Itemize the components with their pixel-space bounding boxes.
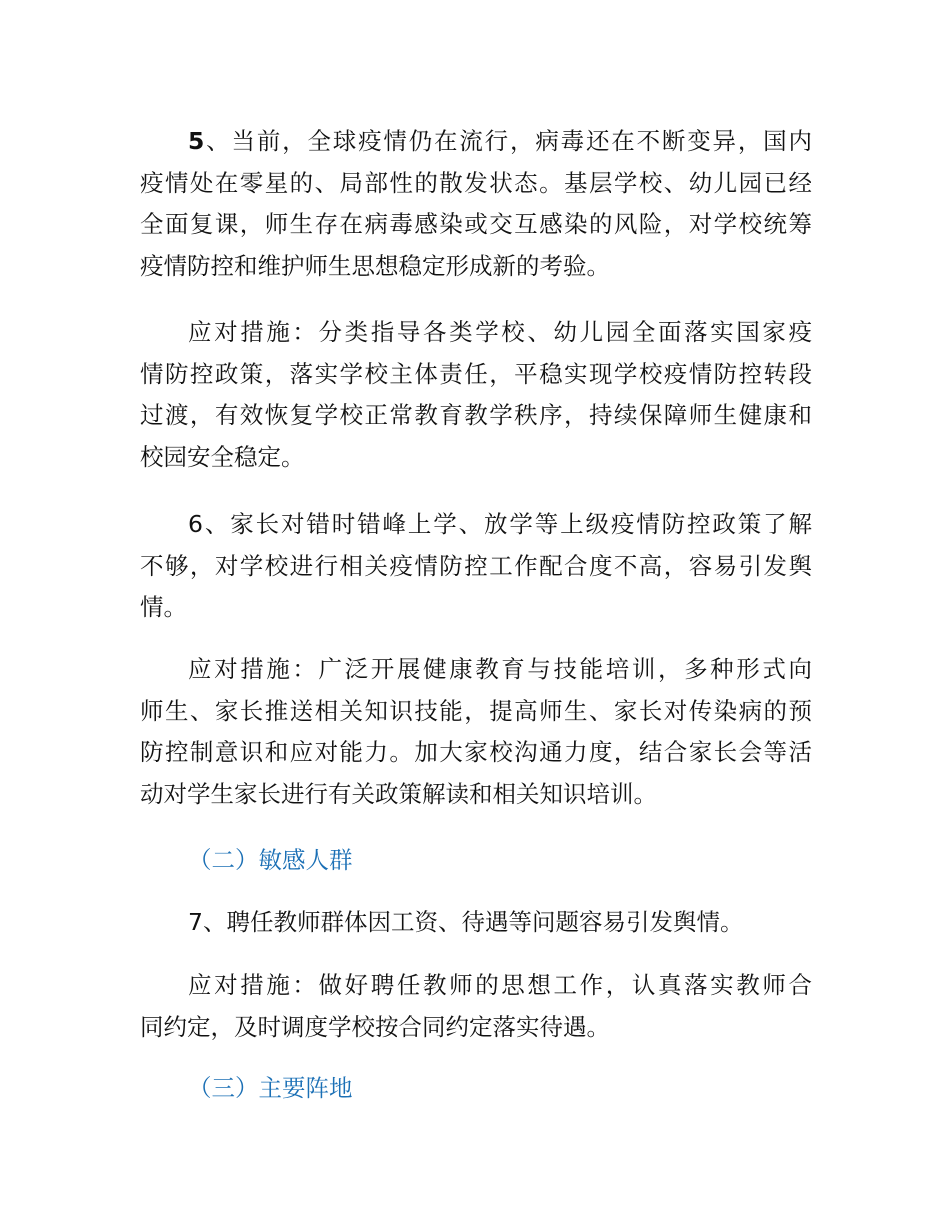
section-sensitive-groups-heading (140, 840, 812, 882)
text-line: 防控制意识和应对能力。加大家校沟通力度，结合家长会等活 (140, 738, 812, 766)
section-main-positions-heading (140, 1068, 812, 1110)
measures-6-paragraph (140, 649, 812, 815)
text-line: 7、聘任教师群体因工资、待遇等问题容易引发舆情。 (188, 908, 744, 936)
text-line: 动对学生家长进行有关政策解读和相关知识培训。 (140, 779, 657, 808)
text-line: 应对措施：广泛开展健康教育与技能培训，多种形式向 (188, 655, 812, 683)
text-line: 师生、家长推送相关知识技能，提高师生、家长对传染病的预 (140, 696, 812, 725)
text-line: 全面复课，师生存在病毒感染或交互感染的风险，对学校统筹 (140, 210, 812, 238)
item-7-paragraph (140, 902, 812, 944)
item-number: 5 (188, 127, 205, 155)
measures-7-paragraph (140, 965, 812, 1048)
text-line: （二）敏感人群 (188, 846, 353, 874)
text-line (140, 121, 812, 163)
text-line: 过渡，有效恢复学校正常教育教学秩序，持续保障师生健康和 (140, 401, 812, 429)
measures-5-paragraph (140, 312, 812, 478)
text-line: （三）主要阵地 (188, 1074, 353, 1102)
text-line: 疫情处在零星的、局部性的散发状态。基层学校、幼儿园已经 (140, 168, 812, 197)
text-line: 应对措施：分类指导各类学校、幼儿园全面落实国家疫 (188, 318, 812, 346)
text-line: 不够，对学校进行相关疫情防控工作配合度不高，容易引发舆 (140, 551, 812, 580)
text-line: 疫情防控和维护师生思想稳定形成新的考验。 (140, 251, 610, 280)
text-line: 6、家长对错时错峰上学、放学等上级疫情防控政策了解 (188, 510, 812, 538)
text-line: 校园安全稳定。 (140, 442, 305, 471)
line-text: 、当前，全球疫情仍在流行，病毒还在不断变异，国内 (204, 127, 812, 155)
text-line: 情防控政策，落实学校主体责任，平稳实现学校疫情防控转段 (140, 359, 812, 388)
text-line: 应对措施：做好聘任教师的思想工作，认真落实教师合 (188, 971, 812, 999)
text-line: 同约定，及时调度学校按合同约定落实待遇。 (140, 1012, 610, 1041)
text-line: 情。 (140, 593, 187, 621)
item-5-paragraph (140, 121, 812, 287)
item-6-paragraph (140, 504, 812, 629)
